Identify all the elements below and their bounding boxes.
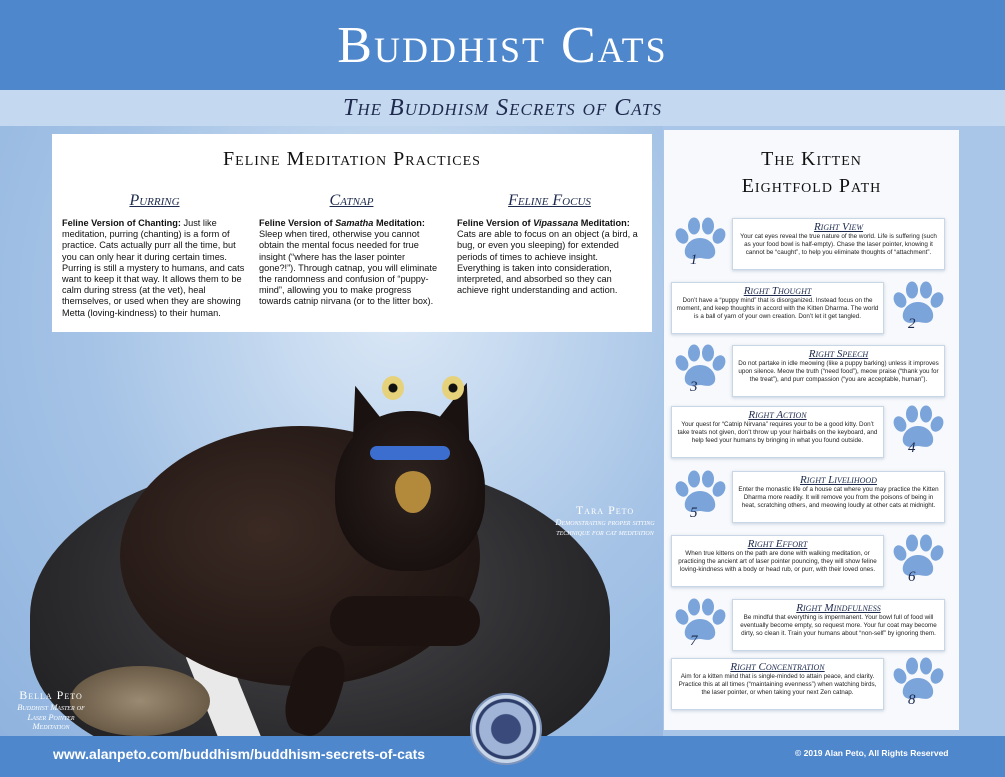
path-item [732,599,945,651]
path-heading [664,146,959,200]
paw-print-icon [890,533,946,585]
practice-text [62,218,247,319]
path-item-number: 3 [690,379,698,395]
paw-print-icon [672,216,728,268]
path-item [732,471,945,523]
path-item-number: 5 [690,505,698,521]
path-item [732,345,945,397]
path-item-text: When true kittens on the path are done with walking meditation, or practicing the ancient art of laser pointer pouncing, they will show feline loving-kindness with a body or head rub, or purr, with their loved ones. [678,550,877,573]
meditation-panel [52,134,652,332]
path-item-number: 2 [908,316,916,332]
practice-title: Catnap [329,192,374,209]
practice-lead: Feline Version of Chanting: [62,218,181,228]
path-item-text: Your cat eyes reveal the true nature of the world. Life is suffering (such as your food bowl is half-empty). Chase the laser pointer, knowing it cannot be “caught”, to help you eliminate thoughts of “attachment”. [740,233,937,256]
practice-lead-emphasis: Samatha [335,218,374,228]
path-item-title: Right Concentration [730,661,825,673]
cat-eye-left [382,376,404,400]
path-item-text: Don’t have a “puppy mind” that is disorganized. Instead focus on the moment, and keep thoughts in accord with the Kitten Dharma. The world is a ball of yarn of your own creation. Don’t let it get tangled. [676,297,879,320]
path-item-title: Right Speech [808,348,869,360]
path-item-title: Right View [813,221,864,233]
path-item-title: Right Action [748,409,807,421]
paw-print-icon [672,343,728,395]
tara-caption [553,503,657,537]
practice-title: Purring [129,192,180,209]
path-item-number: 1 [690,252,698,268]
page-subtitle: The Buddhism Secrets of Cats [343,94,662,121]
practice-body: Cats are able to focus on an object (a bird, a bug, or even you sleeping) for extended periods of times to achieve insight. Everything is taken into consideration, interpreted, and absorbed so they can achieve right understanding and action. [457,229,638,296]
path-item-text: Do not partake in idle meowing (like a puppy barking) unless it improves upon silence. Meow the truth (“need food”), meow praise (“thank you for the treat”), and purr compassion (“you are acceptable, human”). [738,360,939,383]
path-item [671,535,884,587]
path-heading-line2: Eightfold Path [741,175,882,197]
cat-tail [330,596,480,646]
tara-description: Demonstrating proper sitting technique for cat meditation [555,517,655,537]
path-item [671,658,884,710]
path-item [671,282,884,334]
footer-url-link[interactable]: www.alanpeto.com/buddhism/buddhism-secrets-of-cats [53,746,426,762]
footer-copyright: © 2019 Alan Peto, All Rights Reserved [795,748,949,758]
title-band [0,0,1005,90]
practice-lead-tail: Meditation: [578,218,630,228]
practice-text [259,218,444,308]
meditation-heading: Feline Meditation Practices [223,148,481,170]
practice-title: Feline Focus [508,192,591,209]
practice-catnap [259,192,444,308]
paw-print-icon [890,404,946,456]
cat-collar [370,446,450,460]
tara-name: Tara Peto [575,503,635,517]
path-item-title: Right Mindfulness [796,602,881,614]
practice-feline-focus [457,192,642,296]
path-heading-line1: The Kitten [761,148,862,170]
bella-name: Bella Peto [19,688,83,702]
practice-lead-emphasis: Vipassana [533,218,579,228]
path-item-text: Your quest for “Catnip Nirvana” requires your to be a good kitty. Don’t take treats not given, don’t throw up your hairballs on the keyboard, and help feed your humans by bringing in what you found outside. [677,421,878,444]
path-item-number: 6 [908,569,916,585]
practice-lead: Feline Version of [259,218,336,228]
bella-caption [10,688,92,732]
paw-print-icon [890,280,946,332]
path-item-text: Aim for a kitten mind that is single-minded to attain peace, and clarity. Practice this at all times (“maintaining evenness”) when watching birds, the laser pointer, or when taking your next Zen catnap. [678,673,877,696]
bella-description: Buddhist Master of Laser Pointer Meditation [17,702,85,731]
practice-purring [62,192,247,319]
practice-body: Just like meditation, purring (chanting) is a form of practice. Cats actually purr all the time, but you can only hear it during certain times. Purring is still a mystery to humans, and cats want to keep it that way. It allows them to be calm during stress (at the vet), heal themselves, or used when they are showing Metta (loving-kindness) to their human. [62,218,245,318]
paw-print-icon [890,656,946,708]
path-item-title: Right Livelihood [800,474,877,486]
cat-eye-right [442,376,464,400]
paw-print-icon [672,469,728,521]
path-item-title: Right Thought [743,285,812,297]
path-item-text: Enter the monastic life of a house cat where you may practice the Kitten Dharma more readily. It will remove you from the poisons of being in heat, scratching others, and meowing loudly at other cats at midnight. [738,486,939,509]
subtitle-band [0,90,1005,126]
path-item-number: 7 [690,633,698,649]
path-item-text: Be mindful that everything is impermanent. Your bowl full of food will eventually become empty, so request more. Your fur coat may become dirty, so clean it. Train your humans about “non-self” by ignoring them. [740,614,937,637]
paw-print-icon [672,597,728,649]
page-title: Buddhist Cats [337,16,668,74]
path-item-number: 8 [908,692,916,708]
path-item [671,406,884,458]
dharma-wheel-icon [470,693,542,765]
path-item [732,218,945,270]
practice-lead-tail: Meditation: [373,218,425,228]
practice-body: Sleep when tired, otherwise you cannot obtain the mental focus needed for true insight (“where has the laser pointer gone?!”). Through catnap, you will eliminate the randomness and confusion of “puppy-mind”, allowing you to make progress towards catnip nirvana (or to the litter box). [259,229,438,307]
practice-lead: Feline Version of [457,218,534,228]
practice-text [457,218,642,296]
path-item-title: Right Effort [747,538,808,550]
path-item-number: 4 [908,440,916,456]
